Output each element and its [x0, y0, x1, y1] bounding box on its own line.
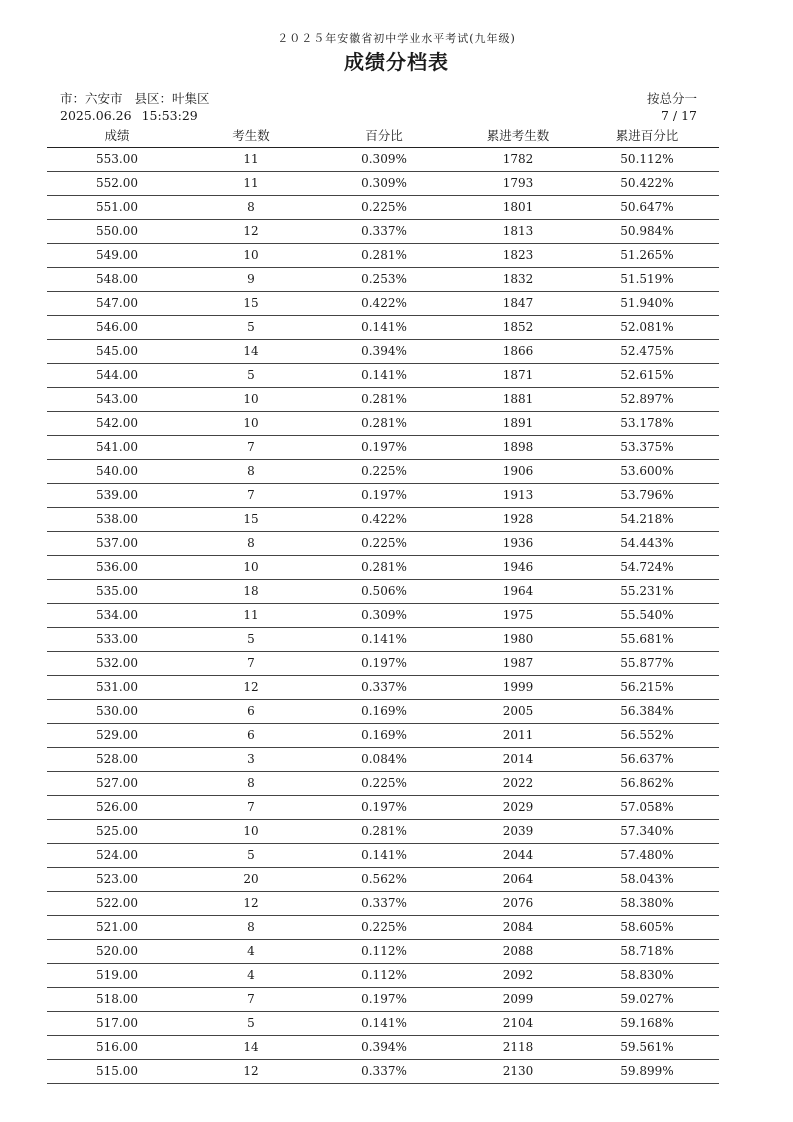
region-line	[60, 90, 210, 107]
cumulative-percent-cell: 50.984%	[620, 224, 674, 238]
cumulative-count-cell: 2118	[502, 1040, 534, 1054]
count-cell: 14	[243, 344, 259, 358]
table-row	[47, 484, 719, 508]
cumulative-count-cell: 2130	[502, 1064, 534, 1078]
percent-cell: 0.112%	[361, 944, 407, 958]
table-row	[47, 868, 719, 892]
cumulative-count-cell: 2088	[502, 944, 534, 958]
cumulative-percent-cell: 59.027%	[620, 992, 674, 1006]
score-cell: 530.00	[96, 704, 138, 718]
cumulative-count-cell: 1898	[502, 440, 534, 454]
cumulative-count-cell: 2005	[502, 704, 534, 718]
count-cell: 12	[243, 1064, 259, 1078]
cumulative-percent-cell: 55.877%	[620, 656, 674, 670]
cumulative-percent-cell: 54.724%	[620, 560, 674, 574]
count-cell: 12	[243, 680, 259, 694]
count-cell: 5	[247, 320, 255, 334]
column-header-cumulative-percent: 累进百分比	[615, 128, 679, 143]
cumulative-percent-cell: 56.215%	[620, 680, 674, 694]
table-row	[47, 148, 719, 172]
cumulative-count-cell: 1847	[502, 296, 534, 310]
count-cell: 8	[247, 776, 255, 790]
cumulative-percent-cell: 50.647%	[620, 200, 674, 214]
table-row	[47, 796, 719, 820]
cumulative-count-cell: 1852	[502, 320, 534, 334]
cumulative-percent-cell: 55.231%	[620, 584, 674, 598]
cumulative-count-cell: 2039	[502, 824, 534, 838]
cumulative-percent-cell: 54.443%	[620, 536, 674, 550]
table-row	[47, 532, 719, 556]
cumulative-count-cell: 1975	[502, 608, 534, 622]
count-cell: 11	[243, 176, 259, 190]
cumulative-count-cell: 1980	[502, 632, 534, 646]
cumulative-percent-cell: 56.384%	[620, 704, 674, 718]
table-row	[47, 172, 719, 196]
score-cell: 521.00	[96, 920, 138, 934]
table-row	[47, 460, 719, 484]
count-cell: 7	[247, 656, 255, 670]
count-cell: 6	[247, 704, 255, 718]
score-cell: 553.00	[96, 152, 138, 166]
cumulative-percent-cell: 56.637%	[620, 752, 674, 766]
table-row	[47, 364, 719, 388]
percent-cell: 0.197%	[361, 440, 407, 454]
count-cell: 3	[247, 752, 255, 766]
score-cell: 551.00	[96, 200, 138, 214]
score-cell: 546.00	[96, 320, 138, 334]
percent-cell: 0.562%	[361, 872, 407, 886]
count-cell: 7	[247, 992, 255, 1006]
count-cell: 10	[243, 392, 259, 406]
cumulative-percent-cell: 58.718%	[620, 944, 674, 958]
percent-cell: 0.337%	[361, 224, 407, 238]
cumulative-percent-cell: 51.265%	[620, 248, 674, 262]
report-date: 2025.06.26	[60, 108, 132, 123]
count-cell: 7	[247, 800, 255, 814]
percent-cell: 0.197%	[361, 656, 407, 670]
table-row	[47, 388, 719, 412]
cumulative-count-cell: 1823	[502, 248, 534, 262]
count-cell: 5	[247, 368, 255, 382]
count-cell: 11	[243, 152, 259, 166]
percent-cell: 0.422%	[361, 512, 407, 526]
cumulative-count-cell: 2099	[502, 992, 534, 1006]
cumulative-percent-cell: 58.605%	[620, 920, 674, 934]
percent-cell: 0.141%	[361, 1016, 407, 1030]
percent-cell: 0.225%	[361, 920, 407, 934]
count-cell: 14	[243, 1040, 259, 1054]
column-header-percent: 百分比	[365, 128, 403, 143]
percent-cell: 0.309%	[361, 176, 407, 190]
score-cell: 522.00	[96, 896, 138, 910]
score-cell: 524.00	[96, 848, 138, 862]
score-cell: 523.00	[96, 872, 138, 886]
table-row	[47, 436, 719, 460]
cumulative-percent-cell: 56.552%	[620, 728, 674, 742]
cumulative-count-cell: 2092	[502, 968, 534, 982]
count-cell: 8	[247, 200, 255, 214]
table-row	[47, 676, 719, 700]
percent-cell: 0.281%	[361, 248, 407, 262]
count-cell: 6	[247, 728, 255, 742]
cumulative-count-cell: 2029	[502, 800, 534, 814]
count-cell: 18	[243, 584, 259, 598]
table-row	[47, 1060, 719, 1084]
county-label: 县区：叶集区	[134, 91, 210, 106]
cumulative-percent-cell: 54.218%	[620, 512, 674, 526]
count-cell: 4	[247, 944, 255, 958]
percent-cell: 0.253%	[361, 272, 407, 286]
cumulative-count-cell: 2076	[502, 896, 534, 910]
cumulative-percent-cell: 55.540%	[620, 608, 674, 622]
cumulative-count-cell: 1906	[502, 464, 534, 478]
score-cell: 541.00	[96, 440, 138, 454]
cumulative-percent-cell: 51.519%	[620, 272, 674, 286]
cumulative-percent-cell: 58.043%	[620, 872, 674, 886]
score-cell: 552.00	[96, 176, 138, 190]
count-cell: 8	[247, 920, 255, 934]
score-cell: 525.00	[96, 824, 138, 838]
score-cell: 549.00	[96, 248, 138, 262]
score-cell: 547.00	[96, 296, 138, 310]
table-row	[47, 1036, 719, 1060]
score-cell: 540.00	[96, 464, 138, 478]
score-cell: 533.00	[96, 632, 138, 646]
cumulative-percent-cell: 53.375%	[620, 440, 674, 454]
timestamp-line	[60, 107, 210, 124]
count-cell: 8	[247, 464, 255, 478]
cumulative-count-cell: 2044	[502, 848, 534, 862]
table-row	[47, 700, 719, 724]
score-cell: 532.00	[96, 656, 138, 670]
count-cell: 10	[243, 824, 259, 838]
cumulative-count-cell: 1964	[502, 584, 534, 598]
percent-cell: 0.084%	[361, 752, 407, 766]
cumulative-percent-cell: 57.480%	[620, 848, 674, 862]
score-cell: 543.00	[96, 392, 138, 406]
percent-cell: 0.197%	[361, 800, 407, 814]
score-table	[47, 124, 719, 1084]
score-cell: 544.00	[96, 368, 138, 382]
score-cell: 531.00	[96, 680, 138, 694]
score-cell: 537.00	[96, 536, 138, 550]
cumulative-percent-cell: 53.600%	[620, 464, 674, 478]
percent-cell: 0.309%	[361, 152, 407, 166]
cumulative-percent-cell: 53.178%	[620, 416, 674, 430]
percent-cell: 0.281%	[361, 560, 407, 574]
percent-cell: 0.281%	[361, 392, 407, 406]
score-cell: 548.00	[96, 272, 138, 286]
score-cell: 538.00	[96, 512, 138, 526]
percent-cell: 0.197%	[361, 992, 407, 1006]
cumulative-percent-cell: 52.615%	[620, 368, 674, 382]
column-header-count: 考生数	[232, 128, 270, 143]
table-row	[47, 412, 719, 436]
cumulative-count-cell: 1871	[502, 368, 534, 382]
count-cell: 15	[243, 296, 259, 310]
table-row	[47, 508, 719, 532]
score-cell: 527.00	[96, 776, 138, 790]
table-row	[47, 844, 719, 868]
cumulative-count-cell: 2022	[502, 776, 534, 790]
cumulative-count-cell: 1866	[502, 344, 534, 358]
page-indicator: 7 / 17	[660, 108, 697, 123]
table-row	[47, 220, 719, 244]
percent-cell: 0.337%	[361, 680, 407, 694]
column-header-score: 成绩	[104, 128, 130, 143]
count-cell: 5	[247, 848, 255, 862]
sort-mode-label: 按总分一	[646, 91, 697, 106]
count-cell: 10	[243, 560, 259, 574]
score-cell: 520.00	[96, 944, 138, 958]
percent-cell: 0.169%	[361, 704, 407, 718]
count-cell: 12	[243, 896, 259, 910]
count-cell: 10	[243, 416, 259, 430]
percent-cell: 0.141%	[361, 632, 407, 646]
cumulative-percent-cell: 59.561%	[620, 1040, 674, 1054]
score-cell: 534.00	[96, 608, 138, 622]
score-cell: 519.00	[96, 968, 138, 982]
score-cell: 529.00	[96, 728, 138, 742]
cumulative-count-cell: 2104	[502, 1016, 534, 1030]
score-cell: 517.00	[96, 1016, 138, 1030]
page-title: 成绩分档表	[344, 50, 449, 74]
city-label: 市：六安市	[60, 91, 123, 106]
percent-cell: 0.225%	[361, 776, 407, 790]
exam-subtitle: ２０２５年安徽省初中学业水平考试(九年级)	[277, 32, 516, 45]
cumulative-percent-cell: 53.796%	[620, 488, 674, 502]
count-cell: 20	[243, 872, 259, 886]
cumulative-count-cell: 2084	[502, 920, 534, 934]
percent-cell: 0.394%	[361, 1040, 407, 1054]
table-row	[47, 340, 719, 364]
table-row	[47, 916, 719, 940]
count-cell: 15	[243, 512, 259, 526]
percent-cell: 0.337%	[361, 1064, 407, 1078]
table-row	[47, 940, 719, 964]
score-cell: 539.00	[96, 488, 138, 502]
score-cell: 518.00	[96, 992, 138, 1006]
cumulative-percent-cell: 50.422%	[620, 176, 674, 190]
table-row	[47, 748, 719, 772]
table-row	[47, 1012, 719, 1036]
count-cell: 7	[247, 488, 255, 502]
cumulative-percent-cell: 52.081%	[620, 320, 674, 334]
table-row	[47, 316, 719, 340]
cumulative-count-cell: 1987	[502, 656, 534, 670]
percent-cell: 0.141%	[361, 320, 407, 334]
table-row	[47, 964, 719, 988]
report-time: 15:53:29	[141, 108, 198, 123]
cumulative-count-cell: 1913	[502, 488, 534, 502]
percent-cell: 0.281%	[361, 824, 407, 838]
cumulative-percent-cell: 55.681%	[620, 632, 674, 646]
table-row	[47, 244, 719, 268]
cumulative-count-cell: 1813	[502, 224, 534, 238]
cumulative-count-cell: 1801	[502, 200, 534, 214]
table-row	[47, 724, 719, 748]
score-cell: 516.00	[96, 1040, 138, 1054]
table-row	[47, 892, 719, 916]
cumulative-count-cell: 1782	[502, 152, 534, 166]
percent-cell: 0.141%	[361, 848, 407, 862]
score-cell: 528.00	[96, 752, 138, 766]
percent-cell: 0.225%	[361, 200, 407, 214]
cumulative-count-cell: 1999	[502, 680, 534, 694]
cumulative-count-cell: 1832	[502, 272, 534, 286]
score-cell: 536.00	[96, 560, 138, 574]
score-cell: 535.00	[96, 584, 138, 598]
table-row	[47, 772, 719, 796]
cumulative-count-cell: 1928	[502, 512, 534, 526]
table-row	[47, 196, 719, 220]
table-row	[47, 556, 719, 580]
cumulative-percent-cell: 52.897%	[620, 392, 674, 406]
percent-cell: 0.141%	[361, 368, 407, 382]
percent-cell: 0.309%	[361, 608, 407, 622]
table-row	[47, 628, 719, 652]
percent-cell: 0.506%	[361, 584, 407, 598]
column-header-cumulative-count: 累进考生数	[486, 128, 550, 143]
score-cell: 526.00	[96, 800, 138, 814]
count-cell: 8	[247, 536, 255, 550]
table-row	[47, 580, 719, 604]
count-cell: 11	[243, 608, 259, 622]
percent-cell: 0.169%	[361, 728, 407, 742]
cumulative-percent-cell: 50.112%	[620, 152, 674, 166]
cumulative-count-cell: 2011	[502, 728, 534, 742]
percent-cell: 0.422%	[361, 296, 407, 310]
report-meta-right	[647, 90, 697, 124]
table-row	[47, 268, 719, 292]
percent-cell: 0.225%	[361, 536, 407, 550]
cumulative-count-cell: 1793	[502, 176, 534, 190]
cumulative-count-cell: 1881	[502, 392, 534, 406]
percent-cell: 0.337%	[361, 896, 407, 910]
cumulative-percent-cell: 58.380%	[620, 896, 674, 910]
table-body	[47, 148, 719, 1084]
cumulative-percent-cell: 59.899%	[620, 1064, 674, 1078]
table-row	[47, 604, 719, 628]
score-cell: 542.00	[96, 416, 138, 430]
table-row	[47, 820, 719, 844]
cumulative-percent-cell: 58.830%	[620, 968, 674, 982]
table-row	[47, 988, 719, 1012]
percent-cell: 0.281%	[361, 416, 407, 430]
score-cell: 550.00	[96, 224, 138, 238]
count-cell: 12	[243, 224, 259, 238]
score-cell: 515.00	[96, 1064, 138, 1078]
cumulative-percent-cell: 56.862%	[620, 776, 674, 790]
count-cell: 4	[247, 968, 255, 982]
percent-cell: 0.197%	[361, 488, 407, 502]
table-row	[47, 292, 719, 316]
cumulative-count-cell: 2014	[502, 752, 534, 766]
count-cell: 7	[247, 440, 255, 454]
cumulative-percent-cell: 57.058%	[620, 800, 674, 814]
score-cell: 545.00	[96, 344, 138, 358]
count-cell: 9	[247, 272, 255, 286]
cumulative-percent-cell: 51.940%	[620, 296, 674, 310]
cumulative-percent-cell: 57.340%	[620, 824, 674, 838]
percent-cell: 0.112%	[361, 968, 407, 982]
cumulative-percent-cell: 59.168%	[620, 1016, 674, 1030]
table-row	[47, 652, 719, 676]
cumulative-count-cell: 1946	[502, 560, 534, 574]
report-meta-left	[60, 90, 210, 124]
cumulative-count-cell: 1891	[502, 416, 534, 430]
count-cell: 5	[247, 632, 255, 646]
cumulative-count-cell: 2064	[502, 872, 534, 886]
count-cell: 5	[247, 1016, 255, 1030]
cumulative-percent-cell: 52.475%	[620, 344, 674, 358]
percent-cell: 0.225%	[361, 464, 407, 478]
cumulative-count-cell: 1936	[502, 536, 534, 550]
percent-cell: 0.394%	[361, 344, 407, 358]
count-cell: 10	[243, 248, 259, 262]
table-header-row	[47, 124, 719, 148]
